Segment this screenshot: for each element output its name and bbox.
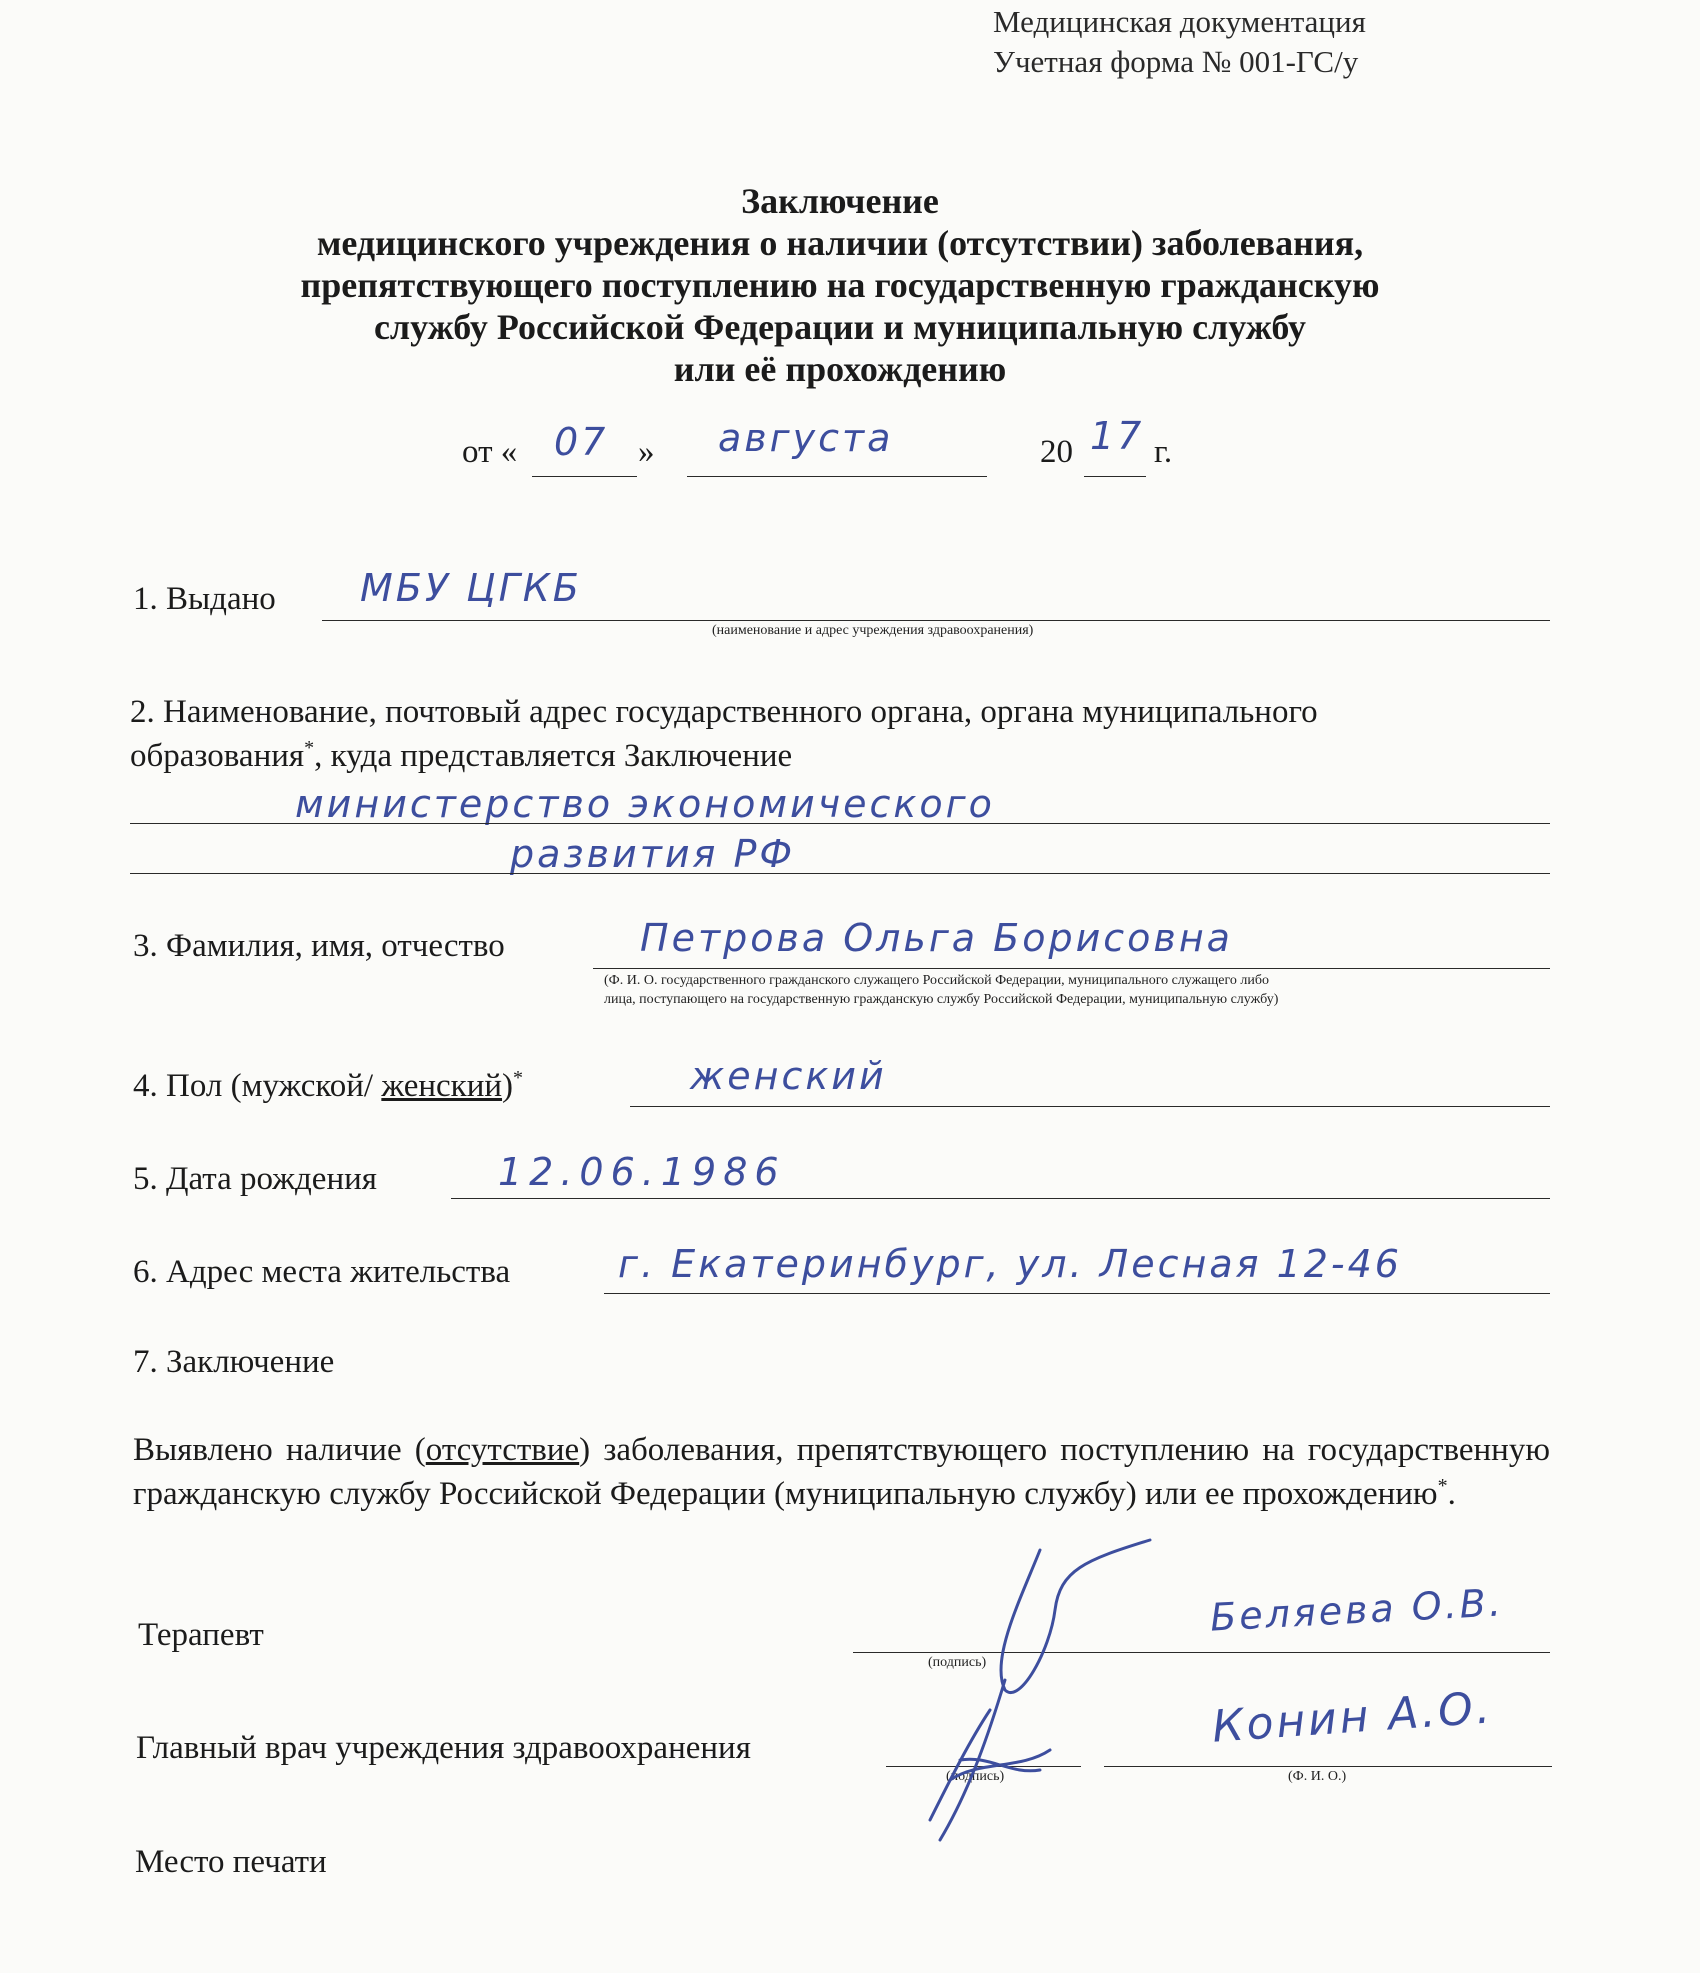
date-month: августа [718,416,894,460]
date-prefix: от « [462,434,518,470]
therapist-label: Терапевт [138,1617,264,1653]
field-1-value: МБУ ЦГКБ [360,566,582,610]
title-line-1: Заключение [741,181,939,221]
field-2-label-line-1: 2. Наименование, почтовый адрес государственного органа, органа муниципального [130,694,1318,730]
field-2-value-line-2: развития РФ [510,832,796,876]
field-5-value: 12.06.1986 [498,1150,786,1194]
date-year-prefix: 20 [1040,434,1073,470]
field-2-label-line-2: образования*, куда представляется Заключение [130,737,793,774]
chief-fio-caption: (Ф. И. О.) [1288,1769,1347,1784]
field-4-label: 4. Пол (мужской/ женский)* [133,1067,524,1104]
field-3-label: 3. Фамилия, имя, отчество [133,928,505,964]
conclusion-selected-option: отсутствие [425,1432,580,1468]
date-day: 07 [554,420,609,464]
field-5-label: 5. Дата рождения [133,1161,377,1197]
header-line-2: Учетная форма № 001-ГС/у [993,44,1359,79]
field-3-value: Петрова Ольга Борисовна [640,916,1233,960]
title-line-2: медицинского учреждения о наличии (отсутствии) заболевания, [316,223,1364,263]
date-year: 17 [1090,414,1145,458]
field-7-label: 7. Заключение [133,1344,335,1380]
date-line [462,414,1222,490]
field-4-selected-option: женский [381,1068,503,1104]
chief-label: Главный врач учреждения здравоохранения [136,1730,751,1766]
therapist-sign-caption: (подпись) [928,1655,987,1670]
field-6-value: г. Екатеринбург, ул. Лесная 12-46 [618,1242,1402,1286]
chief-sign-caption: (подпись) [946,1769,1005,1784]
field-6-label: 6. Адрес места жительства [133,1254,511,1290]
title-line-3: препятствующего поступлению на государственную гражданскую [300,265,1380,305]
field-1-caption: (наименование и адрес учреждения здравоохранения) [712,623,1034,638]
date-mid: » [638,434,655,470]
field-4-value: женский [690,1054,887,1098]
field-2-value-line-1: министерство экономического [295,782,995,826]
form-header [993,2,1366,82]
therapist-name: Беляева О.В. [1209,1580,1505,1640]
field-3-caption: (Ф. И. О. государственного гражданского служащего Российской Федерации, муниципального служащего либо лица, поступающего на государственную гражданскую службу Российской Федерации, муниципальную службу) [604,973,1279,1007]
title-line-4: службу Российской Федерации и муниципальную службу [373,307,1307,347]
handwritten-signature-chief [900,1700,1100,1830]
field-2-label [130,690,1552,778]
title-line-5: или её прохождению [673,349,1007,389]
stamp-place-label: Место печати [135,1844,327,1880]
chief-name: Конин А.О. [1210,1682,1495,1753]
date-suffix: г. [1154,434,1173,470]
header-line-1: Медицинская документация [993,4,1366,39]
field-1-label: 1. Выдано [133,581,276,617]
document-title [120,180,1560,390]
conclusion-text: Выявлено наличие (отсутствие) заболевания, препятствующего поступлению на государственную гражданскую службу Российской Федерации (муниципальную службу) или ее прохождению*. [133,1432,1550,1512]
